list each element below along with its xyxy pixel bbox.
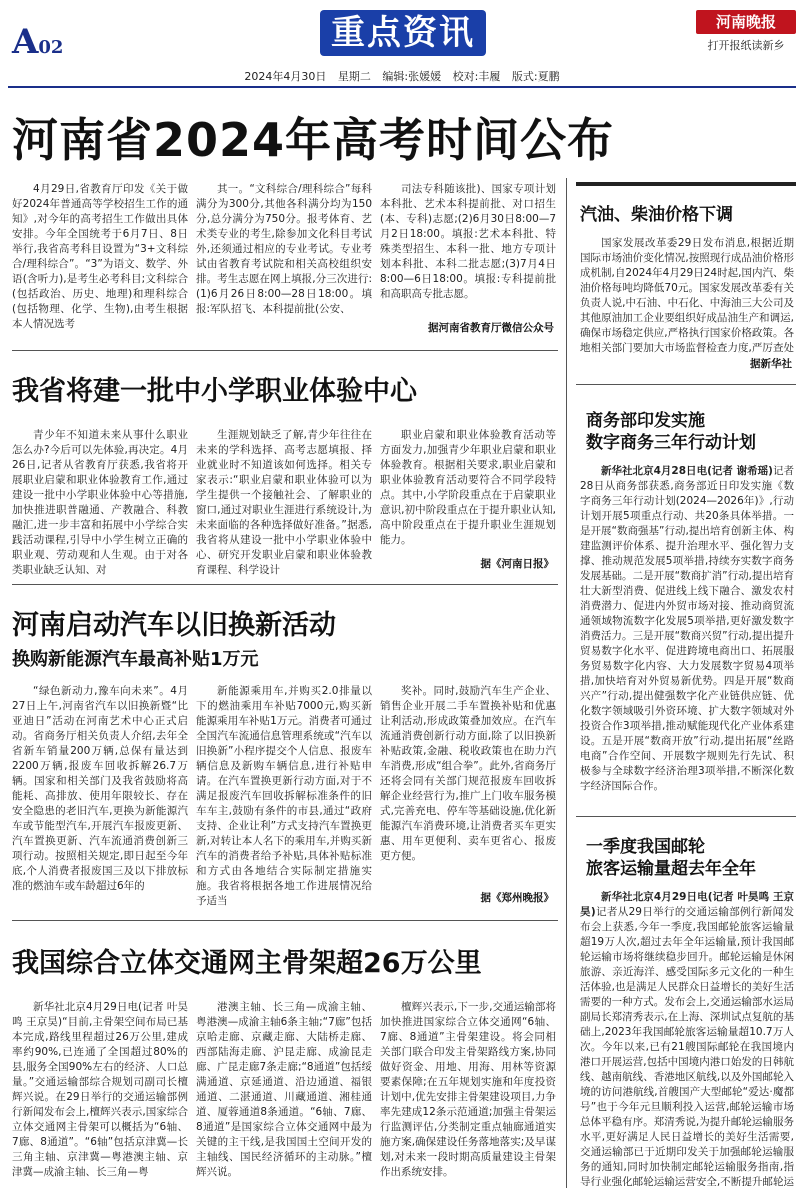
digital-body: 新华社北京4月28日电(记者 谢希瑶)记者28日从商务部获悉,商务部近日印发实施《数字商务三年行动计划(2024—2026年)》,行动计划开展5项重点行动、共20条具体举措。一是开展“数商强基”行动,提出培育创新主体、构建监测评价体系、提升治理水平、强化智力支撑、推动规范发展5项举措,持续夯实数字商务发展基础。二是开展“数商扩消”行动,提出培育壮大新型消费、促进线上线下融合、激发农村消费潜力、促进内外贸市场对接、推动商贸流通领域物流数字化发展5项举措,更好激发数字消费活力。三是开展“数商兴贸”行动,提出提升贸易数字化水平、促进跨境电商出口、拓展服务贸易数字化内容、大力发展数字贸易4项举措,加快培育对外贸易新优势。四是开展“数商兴产”行动,提出健强数字化产业链供应链、优化数字领域吸引外资环境、扩大数字领域对外投资合作3项举措,推动赋能现代化产业体系建设。五是开展“数商开放”行动,提出拓展“丝路电商”合作空间、开展数字规则先行先试、积极参与全球数字经济治理3项举措,不断深化数字经济国际合作。 — [580, 465, 794, 792]
fuel-headline: 汽油、柴油价格下调 — [580, 205, 733, 225]
divider-2 — [12, 584, 558, 585]
cars-source: 据《郑州晚报》 — [480, 892, 554, 904]
header-rule — [8, 86, 796, 88]
cars-col-1: “绿色新动力,豫车向未来”。4月27日上午,河南省汽车以旧换新暨“比亚迪日”活动在河南艺术中心正式启动。省商务厅相关负责人介绍,去年全省新车销量200万辆,总保有量达到2200万辆,报废车回收拆解26.7万辆。国家和相关部门及我省鼓励将高能耗、高排放、使用年限较长、存在安全隐患的老旧汽车,更换为新能源汽车或节能型汽车,开展汽车报废更新、汽车置换更新、汽车流通消费创新三项行动。按照相关规定,即日起至今年底,个人消费者报废国三及以下排放标准的燃油车或车龄超过6年的 — [12, 685, 188, 892]
vocational-col-1: 青少年不知道未来从事什么职业怎么办?今后可以先体验,再决定。4月26日,记者从省教育厅获悉,我省将开展职业启蒙和职业体验教育工作,通过建设一批中小学职业体验中心等措施,加快推进职普融通、产教融合、科教融汇,进一步丰富和拓展中小学综合实践活动课程,引导中小学生树立正确的职业观、劳动观和人生观。由于对各类职业缺乏认知、对 — [12, 429, 188, 576]
cruise-dateline: 新华社北京4月29日电(记者 叶昊鸣 王京昊) — [580, 891, 794, 918]
divider-right-1 — [576, 384, 796, 385]
transport-col-2: 港澳主轴、长三角—成渝主轴、粤港澳—成渝主轴6条主轴;“7廊”包括京哈走廊、京藏走廊、大陆桥走廊、西部陆海走廊、沪昆走廊、成渝昆走廊、广昆走廊7条走廊;“8通道”包括绥满通道、京延通道、沿边通道、福银通道、二湛通道、川藏通道、湘桂通道、厦蓉通道8条通道。“6轴、7廊、8通道”是国家综合立体交通网中最为关键的主干线,是我国国土空间开发的主轴线、国民经济循环的主动脉。”檀辉兴说。 — [196, 1001, 372, 1178]
digital-headline-2: 数字商务三年行动计划 — [586, 433, 756, 453]
column-divider — [566, 178, 567, 1188]
digital-headline-1: 商务部印发实施 — [586, 411, 705, 431]
brand-logo: 河南晚报 — [696, 10, 796, 34]
page-header — [0, 0, 804, 83]
section-title: 重点资讯 — [320, 10, 486, 56]
divider-3 — [12, 920, 558, 921]
page-code — [12, 22, 63, 62]
issue-meta — [0, 68, 804, 84]
vocational-source: 据《河南日报》 — [480, 558, 554, 570]
issue-date: 2024年4月30日 — [244, 70, 327, 83]
transport-col-3: 檀辉兴表示,下一步,交通运输部将加快推进国家综合立体交通网“6轴、7廊、8通道”主骨架建设。将会同相关部门联合印发主骨架路线方案,协同做好资金、用地、用海、用林等资源要素保障;在五年规划实施和年度投资计划中,优先安排主骨架建设项目,力争率先建成12条示范通道;加强主骨架运行监测评估,分类制定重点轴廊通道实施方案,确保建设任务落地落实;及早谋划,对未来一段时期高质量建设主骨架作出系统安排。 — [380, 1001, 556, 1178]
gaokao-headline: 河南省2024年高考时间公布 — [12, 113, 615, 167]
transport-headline: 我国综合立体交通网主骨架超26万公里 — [12, 948, 482, 979]
issue-weekday: 星期二 — [337, 70, 371, 83]
issue-proofreader: 校对:丰履 — [452, 70, 501, 83]
gaokao-col-1: 4月29日,省教育厅印发《关于做好2024年普通高等学校招生工作的通知》,对今年的高考招生工作做出具体安排。今年全国统考于6月7日、8日举行,我省高考科目设置为“3+文科综合/理科综合”。“3”为语文、数学、外语(含听力),是考生必考科目;文科综合(包括政治、历史、地理)和理科综合(包括物理、化学、生物),由考生根据本人情况选考 — [12, 183, 188, 330]
divider-1 — [12, 350, 558, 351]
gaokao-source: 据河南省教育厅微信公众号 — [428, 322, 554, 334]
gaokao-col-2: 其一。“文科综合/理科综合”每科满分为300分,其他各科满分均为150分,总分满分为750分。报考体育、艺术类专业的考生,除参加文化科目考试外,还须通过相应的专业考试。专业考试由省教育考试院和相关高校组织安排。考生志愿在网上填报,分三次进行:(1)6月26日8:00—28日18:00。填报:军队招飞、本科提前批(公安、 — [196, 183, 372, 315]
vocational-col-2: 生涯规划缺乏了解,青少年往往在未来的学科选择、高考志愿填报、择业就业时不知道该如何选择。相关专家表示:“职业启蒙和职业体验可以为学生提供一个接触社会、了解职业的窗口,通过对职业生涯进行系统设计,为未来面临的各种选择做好准备。”据悉,我省将从建设一批中小学职业体验中心、研究开发职业启蒙和职业体验教育课程、科学设计 — [196, 429, 372, 576]
cruise-headline-2: 旅客运输量超去年全年 — [586, 859, 756, 879]
fuel-top-rule — [576, 182, 796, 186]
cars-subheadline: 换购新能源汽车最高补贴1万元 — [12, 649, 259, 670]
brand-slogan: 打开报纸读新乡 — [707, 39, 785, 52]
transport-col-1: 新华社北京4月29日电(记者 叶昊鸣 王京昊)“目前,主骨架空间布局已基本完成,路线里程超过26万公里,建成率约90%,已连通了全国超过80%的县,服务全国90%左右的经济、人口总量。”交通运输部综合规划司副司长檀辉兴说。在29日举行的交通运输部例行新闻发布会上,檀辉兴表示,国家综合立体交通网主骨架可以概括为“6轴、7廊、8通道”。“6轴”包括京津冀—长三角主轴、京津冀—粤港澳主轴、京津冀—成渝主轴、长三角—粤 — [12, 1001, 188, 1178]
brand — [696, 10, 796, 53]
issue-editor: 编辑:张媛媛 — [382, 70, 442, 83]
digital-dateline: 新华社北京4月28日电(记者 谢希瑶) — [601, 465, 773, 477]
fuel-body: 国家发展改革委29日发布消息,根据近期国际市场油价变化情况,按照现行成品油价格形成机制,自2024年4月29日24时起,国内汽、柴油价格每吨均降低70元。国家发展改革委有关负责人说,中石油、中石化、中海油三大公司及其他原油加工企业要组织好成品油生产和调运,确保市场稳定供应,严格执行国家价格政策。各地相关部门要加大市场监督检查力度,严厉查处 — [580, 237, 794, 354]
cruise-body: 新华社北京4月29日电(记者 叶昊鸣 王京昊)记者从29日举行的交通运输部例行新闻发布会上获悉,今年一季度,我国邮轮旅客运输量超19万人次,超过去年全年运输量,预计我国邮轮运输市场将继续稳步回升。邮轮运输是休闲旅游、亲近海洋、感受国际多元文化的一种生活体验,也是满足人民群众日益增长的美好生活需要的一种方式。发布会上,交通运输部水运局副局长郑清秀表示,在上海、深圳试点复航的基础上,2023年我国邮轮旅客运输量超10.7万人次。今年以来,已有21艘国际邮轮在我国境内港口开展运营,包括中国境内港口始发的日韩航线、越南航线、香港地区航线,以及外国邮轮入境的访问港航线,首艘国产大型邮轮“爱达·魔都号”也于今年元旦顺利投入运营,邮轮运输市场总体平稳有序。郑清秀说,为提升邮轮运输服务水平,更好满足人民日益增长的美好生活需要,交通运输部已于近期印发关于加强邮轮运输服务的通知,同时加快制定邮轮运输服务指南,指导行业强化邮轮运输运营安全,不断提升邮轮运 — [580, 891, 794, 1186]
vocational-headline: 我省将建一批中小学职业体验中心 — [12, 376, 417, 407]
issue-layout: 版式:夏鹏 — [511, 70, 560, 83]
gaokao-col-3: 司法专科随该批)、国家专项计划本科批、艺术本科提前批、对口招生(本、专科)志愿;(2)6月30日8:00—7月2日18:00。填报:艺术本科批、特殊类型招生、本科一批、地方专项计划本科批、本科二批志愿;(3)7月4日8:00—6日18:00。填报:专科提前批和高职高专批志愿。 — [380, 183, 556, 300]
fuel-source: 据新华社 — [750, 358, 792, 370]
cars-col-2: 新能源乘用车,并购买2.0排量以下的燃油乘用车补贴7000元,购买新能源乘用车补贴1万元。消费者可通过全国汽车流通信息管理系统或“汽车以旧换新”小程序提交个人信息、报废车辆信息及新购车辆信息,进行补贴申请。在汽车置换更新行动方面,对于不满足报废汽车回收拆解标准条件的旧车车主,鼓励有条件的市县,通过“政府支持、企业让利”方式支持汽车置换更新,对转让本人名下的乘用车,并购买新汽车的消费者给予补贴,具体补贴标准和方式由各地结合实际制定措施实施。我省将根据各地工作进展情况给予适当 — [196, 685, 372, 907]
divider-right-2 — [576, 816, 796, 817]
cruise-headline-1: 一季度我国邮轮 — [586, 837, 705, 857]
page-number: 02 — [38, 37, 64, 58]
cars-headline: 河南启动汽车以旧换新活动 — [12, 610, 336, 641]
cars-col-3: 奖补。同时,鼓励汽车生产企业、销售企业开展二手车置换补贴和优惠让利活动,形成政策叠加效应。在汽车流通消费创新行动方面,除了以旧换新补贴政策,金融、税收政策也在助力汽车消费,形成“组合拳”。此外,省商务厅还将会同有关部门规范报废车回收拆解企业经营行为,推广上门收车服务模式,完善充电、停车等基础设施,优化新能源汽车消费环境,让消费者买车更实惠、用车更便利、卖车更省心、报废更方便。 — [380, 685, 556, 862]
vocational-col-3: 职业启蒙和职业体验教育活动等方面发力,加强青少年职业启蒙和职业体验教育。根据相关要求,职业启蒙和职业体验教育活动要符合不同学段特点。其中,小学阶段重点在于启蒙职业意识,初中阶段重点在于提升职业认知,高中阶段重点在于提升职业生涯规划能力。 — [380, 429, 556, 546]
page-letter: A — [12, 22, 39, 62]
